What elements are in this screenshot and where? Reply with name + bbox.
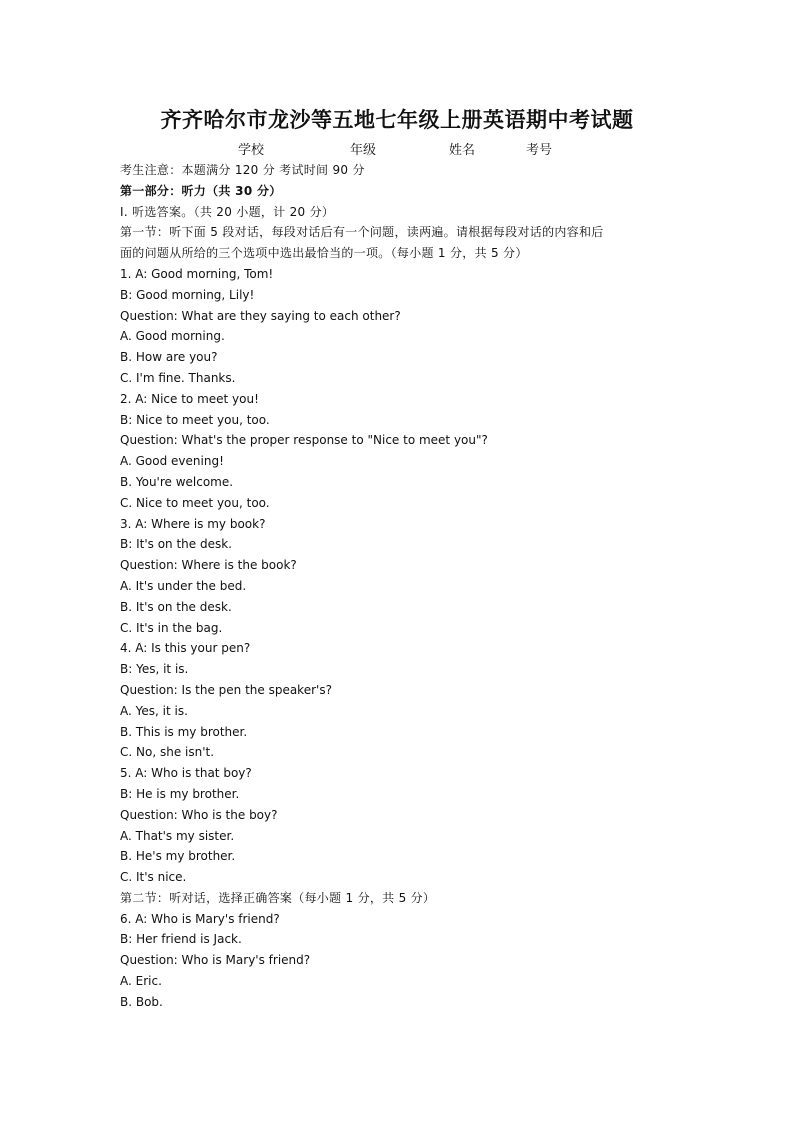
text-line: B: It's on the desk. xyxy=(120,537,232,552)
name-label: 姓名 xyxy=(449,143,476,158)
school-label: 学校 xyxy=(238,143,265,158)
text-line: 4. A: Is this your pen? xyxy=(120,641,251,656)
text-line: 5. A: Who is that boy? xyxy=(120,766,252,781)
page-title: 齐齐哈尔市龙沙等五地七年级上册英语期中考试题 xyxy=(160,107,634,132)
text-line: B: Yes, it is. xyxy=(120,662,189,677)
exam-number-label: 考号 xyxy=(526,143,553,158)
text-line: B: Her friend is Jack. xyxy=(120,932,242,947)
text-line: C. No, she isn't. xyxy=(120,745,215,760)
text-line: Question: What's the proper response to "Nice to meet you"? xyxy=(120,433,488,448)
text-line: A. That's my sister. xyxy=(120,828,235,843)
text-line: 3. A: Where is my book? xyxy=(120,516,266,531)
text-line: A. Yes, it is. xyxy=(120,703,188,718)
text-line: Question: Who is Mary's friend? xyxy=(120,953,311,968)
text-line: B. It's on the desk. xyxy=(120,599,232,614)
text-line: 第一节：听下面 5 段对话，每段对话后有一个问题，读两遍。请根据每段对话的内容和后 xyxy=(120,225,604,240)
text-line: 考生注意：本题满分 120 分 考试时间 90 分 xyxy=(120,163,365,177)
text-line: 第二节：听对话，选择正确答案（每小题 1 分，共 5 分） xyxy=(120,890,436,905)
text-line: B: He is my brother. xyxy=(120,786,240,801)
text-line: B: Good morning, Lily! xyxy=(120,287,255,302)
text-line: A. It's under the bed. xyxy=(120,578,247,593)
text-line: 第一部分：听力（共 30 分） xyxy=(120,183,282,198)
text-line: A. Good morning. xyxy=(120,329,225,344)
text-line: Question: Where is the book? xyxy=(120,558,297,573)
text-line: 面的问题从所给的三个选项中选出最恰当的一项。（每小题 1 分，共 5 分） xyxy=(120,246,528,261)
grade-label: 年级 xyxy=(350,143,377,158)
text-line: Question: Is the pen the speaker's? xyxy=(120,682,332,697)
text-line: B. Bob. xyxy=(120,994,163,1009)
text-line: Question: What are they saying to each other? xyxy=(120,308,401,323)
exam-body xyxy=(120,160,690,1013)
text-line: B. He's my brother. xyxy=(120,849,236,864)
text-line: B. You're welcome. xyxy=(120,474,234,489)
text-line: 1. A: Good morning, Tom! xyxy=(120,266,274,281)
text-line: B. How are you? xyxy=(120,350,218,365)
text-line: 6. A: Who is Mary's friend? xyxy=(120,911,280,926)
text-line: C. I'm fine. Thanks. xyxy=(120,370,236,385)
text-line: A. Good evening! xyxy=(120,454,224,469)
text-line: C. It's in the bag. xyxy=(120,620,223,635)
text-line: 2. A: Nice to meet you! xyxy=(120,391,259,406)
text-line: Question: Who is the boy? xyxy=(120,807,278,822)
text-line: Ⅰ. 听选答案。（共 20 小题，计 20 分） xyxy=(120,204,335,219)
text-line: C. Nice to meet you, too. xyxy=(120,495,270,510)
text-line: C. It's nice. xyxy=(120,870,187,885)
text-line: A. Eric. xyxy=(120,974,162,989)
student-info-row xyxy=(0,139,794,159)
text-line: B. This is my brother. xyxy=(120,724,248,739)
text-line: B: Nice to meet you, too. xyxy=(120,412,270,427)
